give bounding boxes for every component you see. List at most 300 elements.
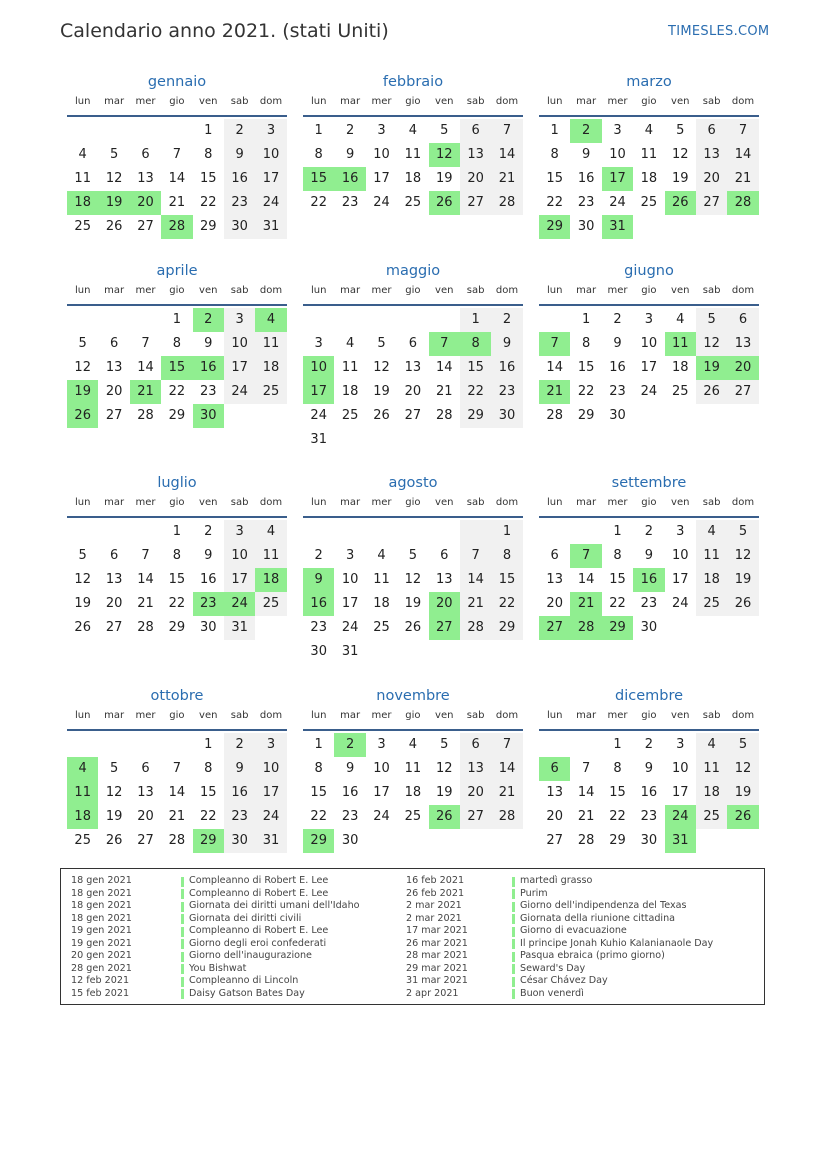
day-cell[interactable]: 3 (224, 308, 255, 332)
holiday-day-cell[interactable]: 24 (665, 805, 696, 829)
day-cell[interactable]: 14 (137, 572, 154, 587)
day-cell[interactable]: 11 (404, 761, 422, 776)
holiday-day-cell[interactable]: 26 (429, 805, 460, 829)
day-cell[interactable]: 24 (224, 380, 255, 404)
day-cell[interactable]: 30 (577, 219, 595, 234)
day-cell[interactable]: 6 (550, 548, 559, 563)
day-cell[interactable]: 5 (78, 548, 87, 563)
day-cell[interactable]: 4 (696, 520, 727, 544)
holiday-day-cell[interactable]: 26 (665, 191, 696, 215)
holiday-day-cell[interactable]: 11 (665, 332, 696, 356)
day-cell[interactable]: 21 (491, 167, 522, 191)
holiday-day-cell[interactable]: 19 (67, 380, 98, 404)
day-cell[interactable]: 10 (224, 544, 255, 568)
day-cell[interactable]: 10 (255, 757, 286, 781)
day-cell[interactable]: 22 (310, 809, 327, 824)
day-cell[interactable]: 16 (609, 360, 626, 375)
holiday-day-cell[interactable]: 26 (727, 805, 758, 829)
day-cell[interactable]: 20 (137, 809, 154, 824)
day-cell[interactable]: 9 (491, 332, 522, 356)
day-cell[interactable]: 25 (696, 592, 727, 616)
holiday-day-cell[interactable]: 29 (303, 829, 334, 853)
day-cell[interactable]: 1 (172, 524, 181, 539)
holiday-day-cell[interactable]: 2 (334, 733, 365, 757)
holiday-day-cell[interactable]: 2 (570, 119, 601, 143)
day-cell[interactable]: 9 (613, 336, 622, 351)
day-cell[interactable]: 12 (404, 572, 422, 587)
day-cell[interactable]: 12 (727, 544, 758, 568)
day-cell[interactable]: 26 (105, 219, 123, 234)
holiday-day-cell[interactable]: 28 (570, 616, 601, 640)
day-cell[interactable]: 29 (168, 620, 186, 635)
day-cell[interactable]: 25 (255, 592, 286, 616)
day-cell[interactable]: 19 (727, 781, 758, 805)
day-cell[interactable]: 27 (105, 408, 123, 423)
holiday-day-cell[interactable]: 6 (539, 757, 570, 781)
day-cell[interactable]: 6 (109, 548, 119, 563)
day-cell[interactable]: 3 (255, 119, 286, 143)
day-cell[interactable]: 3 (377, 123, 386, 138)
day-cell[interactable]: 24 (373, 195, 390, 210)
day-cell[interactable]: 16 (640, 785, 658, 800)
holiday-day-cell[interactable]: 18 (255, 568, 286, 592)
day-cell[interactable]: 15 (491, 568, 522, 592)
day-cell[interactable]: 27 (546, 833, 563, 848)
day-cell[interactable]: 1 (204, 737, 213, 752)
day-cell[interactable]: 19 (105, 809, 123, 824)
day-cell[interactable]: 18 (255, 356, 286, 380)
day-cell[interactable]: 27 (105, 620, 123, 635)
day-cell[interactable]: 28 (137, 620, 154, 635)
day-cell[interactable]: 22 (310, 195, 327, 210)
day-cell[interactable]: 20 (546, 596, 563, 611)
day-cell[interactable]: 27 (404, 408, 422, 423)
day-cell[interactable]: 7 (141, 548, 150, 563)
day-cell[interactable]: 30 (491, 404, 522, 428)
day-cell[interactable]: 4 (696, 733, 727, 757)
day-cell[interactable]: 14 (491, 757, 522, 781)
day-cell[interactable]: 7 (581, 761, 591, 776)
day-cell[interactable]: 23 (609, 384, 626, 399)
day-cell[interactable]: 10 (609, 147, 626, 162)
day-cell[interactable]: 25 (696, 805, 727, 829)
holiday-day-cell[interactable]: 8 (460, 332, 491, 356)
holiday-day-cell[interactable]: 29 (602, 616, 633, 640)
holiday-day-cell[interactable]: 15 (303, 167, 334, 191)
holiday-day-cell[interactable]: 18 (67, 805, 98, 829)
day-cell[interactable]: 28 (435, 408, 453, 423)
day-cell[interactable]: 9 (224, 143, 255, 167)
day-cell[interactable]: 22 (491, 592, 522, 616)
day-cell[interactable]: 23 (224, 805, 255, 829)
day-cell[interactable]: 18 (696, 781, 727, 805)
holiday-day-cell[interactable]: 11 (67, 781, 98, 805)
day-cell[interactable]: 6 (727, 308, 758, 332)
day-cell[interactable]: 7 (172, 147, 181, 162)
day-cell[interactable]: 10 (640, 336, 658, 351)
day-cell[interactable]: 18 (404, 785, 422, 800)
day-cell[interactable]: 8 (491, 544, 522, 568)
day-cell[interactable]: 23 (577, 195, 595, 210)
holiday-day-cell[interactable]: 17 (303, 380, 334, 404)
day-cell[interactable]: 8 (314, 147, 323, 162)
holiday-day-cell[interactable]: 21 (570, 592, 601, 616)
day-cell[interactable]: 10 (224, 332, 255, 356)
day-cell[interactable]: 21 (491, 781, 522, 805)
day-cell[interactable]: 15 (168, 572, 186, 587)
day-cell[interactable]: 18 (373, 596, 390, 611)
day-cell[interactable]: 18 (696, 568, 727, 592)
day-cell[interactable]: 5 (676, 123, 685, 138)
day-cell[interactable]: 22 (168, 384, 186, 399)
day-cell[interactable]: 3 (676, 524, 685, 539)
day-cell[interactable]: 3 (676, 737, 685, 752)
day-cell[interactable]: 30 (199, 620, 217, 635)
day-cell[interactable]: 27 (137, 219, 154, 234)
day-cell[interactable]: 15 (546, 171, 563, 186)
day-cell[interactable]: 19 (671, 171, 689, 186)
day-cell[interactable]: 26 (105, 833, 123, 848)
day-cell[interactable]: 4 (78, 147, 87, 162)
day-cell[interactable]: 1 (613, 737, 622, 752)
day-cell[interactable]: 6 (440, 548, 449, 563)
day-cell[interactable]: 30 (341, 833, 359, 848)
day-cell[interactable]: 22 (609, 596, 626, 611)
day-cell[interactable]: 5 (727, 733, 758, 757)
day-cell[interactable]: 28 (491, 191, 522, 215)
day-cell[interactable]: 7 (491, 733, 522, 757)
day-cell[interactable]: 2 (204, 524, 213, 539)
day-cell[interactable]: 12 (105, 785, 123, 800)
day-cell[interactable]: 7 (727, 119, 758, 143)
day-cell[interactable]: 1 (613, 524, 622, 539)
day-cell[interactable]: 15 (310, 785, 327, 800)
day-cell[interactable]: 6 (460, 119, 491, 143)
day-cell[interactable]: 23 (640, 596, 658, 611)
holiday-day-cell[interactable]: 23 (193, 592, 224, 616)
day-cell[interactable]: 11 (696, 544, 727, 568)
holiday-day-cell[interactable]: 26 (67, 404, 98, 428)
day-cell[interactable]: 11 (404, 147, 422, 162)
day-cell[interactable]: 13 (404, 360, 422, 375)
day-cell[interactable]: 18 (341, 384, 359, 399)
day-cell[interactable]: 6 (141, 761, 150, 776)
day-cell[interactable]: 17 (640, 360, 658, 375)
day-cell[interactable]: 10 (255, 143, 286, 167)
day-cell[interactable]: 21 (137, 596, 154, 611)
day-cell[interactable]: 27 (460, 805, 491, 829)
day-cell[interactable]: 12 (74, 572, 91, 587)
day-cell[interactable]: 24 (671, 596, 689, 611)
day-cell[interactable]: 11 (255, 332, 286, 356)
day-cell[interactable]: 4 (377, 548, 386, 563)
holiday-day-cell[interactable]: 16 (633, 568, 664, 592)
holiday-day-cell[interactable]: 30 (193, 404, 224, 428)
day-cell[interactable]: 17 (671, 572, 689, 587)
day-cell[interactable]: 15 (199, 785, 217, 800)
day-cell[interactable]: 13 (727, 332, 758, 356)
day-cell[interactable]: 8 (550, 147, 559, 162)
day-cell[interactable]: 19 (435, 785, 453, 800)
day-cell[interactable]: 7 (460, 544, 491, 568)
day-cell[interactable]: 25 (255, 380, 286, 404)
day-cell[interactable]: 27 (460, 191, 491, 215)
holiday-day-cell[interactable]: 31 (665, 829, 696, 853)
holiday-day-cell[interactable]: 29 (193, 829, 224, 853)
day-cell[interactable]: 24 (609, 195, 626, 210)
day-cell[interactable]: 14 (577, 572, 595, 587)
day-cell[interactable]: 26 (404, 620, 422, 635)
day-cell[interactable]: 12 (435, 761, 453, 776)
day-cell[interactable]: 8 (613, 761, 622, 776)
holiday-day-cell[interactable]: 15 (161, 356, 192, 380)
day-cell[interactable]: 15 (609, 785, 626, 800)
day-cell[interactable]: 22 (609, 809, 626, 824)
day-cell[interactable]: 31 (310, 432, 327, 447)
day-cell[interactable]: 23 (640, 809, 658, 824)
day-cell[interactable]: 17 (224, 568, 255, 592)
holiday-day-cell[interactable]: 16 (303, 592, 334, 616)
day-cell[interactable]: 21 (577, 809, 595, 824)
day-cell[interactable]: 4 (644, 123, 653, 138)
day-cell[interactable]: 8 (204, 761, 213, 776)
day-cell[interactable]: 23 (341, 195, 359, 210)
day-cell[interactable]: 17 (224, 356, 255, 380)
day-cell[interactable]: 6 (408, 336, 417, 351)
day-cell[interactable]: 7 (172, 761, 181, 776)
day-cell[interactable]: 29 (199, 219, 217, 234)
day-cell[interactable]: 12 (696, 332, 727, 356)
day-cell[interactable]: 2 (314, 548, 323, 563)
day-cell[interactable]: 25 (74, 219, 91, 234)
day-cell[interactable]: 3 (255, 733, 286, 757)
day-cell[interactable]: 15 (577, 360, 595, 375)
day-cell[interactable]: 5 (440, 737, 449, 752)
day-cell[interactable]: 25 (671, 384, 689, 399)
day-cell[interactable]: 16 (224, 167, 255, 191)
day-cell[interactable]: 14 (491, 143, 522, 167)
day-cell[interactable]: 19 (74, 596, 91, 611)
day-cell[interactable]: 31 (224, 616, 255, 640)
day-cell[interactable]: 3 (377, 737, 386, 752)
holiday-day-cell[interactable]: 16 (193, 356, 224, 380)
holiday-day-cell[interactable]: 16 (334, 167, 365, 191)
day-cell[interactable]: 1 (172, 312, 181, 327)
holiday-day-cell[interactable]: 7 (570, 544, 601, 568)
holiday-day-cell[interactable]: 28 (727, 191, 758, 215)
holiday-day-cell[interactable]: 7 (429, 332, 460, 356)
day-cell[interactable]: 18 (404, 171, 422, 186)
day-cell[interactable]: 27 (696, 191, 727, 215)
day-cell[interactable]: 13 (435, 572, 453, 587)
day-cell[interactable]: 15 (199, 171, 217, 186)
day-cell[interactable]: 10 (373, 147, 390, 162)
day-cell[interactable]: 5 (109, 761, 119, 776)
day-cell[interactable]: 10 (341, 572, 359, 587)
day-cell[interactable]: 25 (74, 833, 91, 848)
holiday-day-cell[interactable]: 31 (602, 215, 633, 239)
day-cell[interactable]: 15 (609, 572, 626, 587)
holiday-day-cell[interactable]: 26 (429, 191, 460, 215)
day-cell[interactable]: 9 (345, 147, 355, 162)
day-cell[interactable]: 22 (546, 195, 563, 210)
day-cell[interactable]: 23 (224, 191, 255, 215)
day-cell[interactable]: 6 (460, 733, 491, 757)
day-cell[interactable]: 22 (460, 380, 491, 404)
holiday-day-cell[interactable]: 28 (161, 215, 192, 239)
day-cell[interactable]: 16 (224, 781, 255, 805)
day-cell[interactable]: 19 (727, 568, 758, 592)
day-cell[interactable]: 27 (137, 833, 154, 848)
day-cell[interactable]: 14 (577, 785, 595, 800)
day-cell[interactable]: 16 (199, 572, 217, 587)
day-cell[interactable]: 21 (168, 195, 186, 210)
day-cell[interactable]: 20 (404, 384, 422, 399)
day-cell[interactable]: 11 (341, 360, 359, 375)
holiday-day-cell[interactable]: 10 (303, 356, 334, 380)
holiday-day-cell[interactable]: 12 (429, 143, 460, 167)
holiday-day-cell[interactable]: 9 (303, 568, 334, 592)
day-cell[interactable]: 29 (491, 616, 522, 640)
day-cell[interactable]: 29 (168, 408, 186, 423)
day-cell[interactable]: 12 (373, 360, 390, 375)
day-cell[interactable]: 11 (255, 544, 286, 568)
day-cell[interactable]: 22 (199, 195, 217, 210)
day-cell[interactable]: 24 (255, 191, 286, 215)
holiday-day-cell[interactable]: 24 (224, 592, 255, 616)
day-cell[interactable]: 14 (137, 360, 154, 375)
day-cell[interactable]: 8 (581, 336, 591, 351)
day-cell[interactable]: 2 (224, 733, 255, 757)
day-cell[interactable]: 2 (644, 737, 653, 752)
day-cell[interactable]: 5 (408, 548, 417, 563)
holiday-day-cell[interactable]: 21 (130, 380, 161, 404)
day-cell[interactable]: 16 (491, 356, 522, 380)
day-cell[interactable]: 30 (640, 833, 658, 848)
day-cell[interactable]: 9 (224, 757, 255, 781)
day-cell[interactable]: 4 (345, 336, 355, 351)
holiday-day-cell[interactable]: 20 (727, 356, 758, 380)
holiday-day-cell[interactable]: 29 (539, 215, 570, 239)
day-cell[interactable]: 1 (581, 312, 591, 327)
day-cell[interactable]: 20 (460, 167, 491, 191)
day-cell[interactable]: 28 (577, 833, 595, 848)
day-cell[interactable]: 5 (440, 123, 449, 138)
day-cell[interactable]: 8 (172, 336, 181, 351)
holiday-day-cell[interactable]: 18 (67, 191, 98, 215)
day-cell[interactable]: 28 (546, 408, 563, 423)
day-cell[interactable]: 20 (460, 781, 491, 805)
day-cell[interactable]: 17 (255, 167, 286, 191)
day-cell[interactable]: 10 (671, 761, 689, 776)
day-cell[interactable]: 13 (137, 785, 154, 800)
day-cell[interactable]: 25 (373, 620, 390, 635)
day-cell[interactable]: 31 (255, 215, 286, 239)
day-cell[interactable]: 5 (78, 336, 87, 351)
day-cell[interactable]: 9 (204, 336, 213, 351)
day-cell[interactable]: 30 (224, 215, 255, 239)
day-cell[interactable]: 15 (460, 356, 491, 380)
day-cell[interactable]: 7 (491, 119, 522, 143)
day-cell[interactable]: 23 (491, 380, 522, 404)
holiday-day-cell[interactable]: 21 (539, 380, 570, 404)
day-cell[interactable]: 3 (644, 312, 653, 327)
day-cell[interactable]: 9 (581, 147, 591, 162)
day-cell[interactable]: 28 (491, 805, 522, 829)
day-cell[interactable]: 17 (373, 171, 390, 186)
day-cell[interactable]: 17 (671, 785, 689, 800)
day-cell[interactable]: 28 (137, 408, 154, 423)
day-cell[interactable]: 26 (696, 380, 727, 404)
day-cell[interactable]: 14 (546, 360, 563, 375)
holiday-day-cell[interactable]: 27 (539, 616, 570, 640)
day-cell[interactable]: 12 (74, 360, 91, 375)
day-cell[interactable]: 26 (74, 620, 91, 635)
day-cell[interactable]: 1 (314, 123, 323, 138)
day-cell[interactable]: 30 (640, 620, 658, 635)
day-cell[interactable]: 6 (696, 119, 727, 143)
day-cell[interactable]: 12 (671, 147, 689, 162)
day-cell[interactable]: 14 (727, 143, 758, 167)
day-cell[interactable]: 3 (345, 548, 355, 563)
day-cell[interactable]: 22 (168, 596, 186, 611)
holiday-day-cell[interactable]: 20 (429, 592, 460, 616)
day-cell[interactable]: 6 (109, 336, 119, 351)
day-cell[interactable]: 11 (696, 757, 727, 781)
day-cell[interactable]: 4 (408, 737, 417, 752)
day-cell[interactable]: 21 (168, 809, 186, 824)
day-cell[interactable]: 19 (435, 171, 453, 186)
day-cell[interactable]: 22 (199, 809, 217, 824)
day-cell[interactable]: 24 (341, 620, 359, 635)
day-cell[interactable]: 24 (255, 805, 286, 829)
day-cell[interactable]: 2 (613, 312, 622, 327)
day-cell[interactable]: 5 (727, 520, 758, 544)
day-cell[interactable]: 5 (377, 336, 386, 351)
day-cell[interactable]: 1 (460, 308, 491, 332)
holiday-day-cell[interactable]: 19 (696, 356, 727, 380)
day-cell[interactable]: 13 (137, 171, 154, 186)
day-cell[interactable]: 14 (435, 360, 453, 375)
day-cell[interactable]: 17 (255, 781, 286, 805)
day-cell[interactable]: 13 (460, 757, 491, 781)
day-cell[interactable]: 14 (168, 171, 186, 186)
day-cell[interactable]: 24 (640, 384, 658, 399)
holiday-day-cell[interactable]: 27 (429, 616, 460, 640)
day-cell[interactable]: 25 (640, 195, 658, 210)
day-cell[interactable]: 17 (341, 596, 359, 611)
day-cell[interactable]: 5 (109, 147, 119, 162)
day-cell[interactable]: 29 (609, 833, 626, 848)
day-cell[interactable]: 25 (341, 408, 359, 423)
day-cell[interactable]: 22 (577, 384, 595, 399)
day-cell[interactable]: 19 (373, 384, 390, 399)
day-cell[interactable]: 24 (310, 408, 327, 423)
day-cell[interactable]: 9 (345, 761, 355, 776)
day-cell[interactable]: 23 (199, 384, 217, 399)
day-cell[interactable]: 23 (341, 809, 359, 824)
day-cell[interactable]: 16 (577, 171, 595, 186)
day-cell[interactable]: 27 (727, 380, 758, 404)
day-cell[interactable]: 7 (141, 336, 150, 351)
day-cell[interactable]: 20 (546, 809, 563, 824)
day-cell[interactable]: 13 (696, 143, 727, 167)
holiday-day-cell[interactable]: 2 (193, 308, 224, 332)
day-cell[interactable]: 23 (310, 620, 327, 635)
holiday-day-cell[interactable]: 7 (539, 332, 570, 356)
day-cell[interactable]: 1 (314, 737, 323, 752)
day-cell[interactable]: 4 (408, 123, 417, 138)
